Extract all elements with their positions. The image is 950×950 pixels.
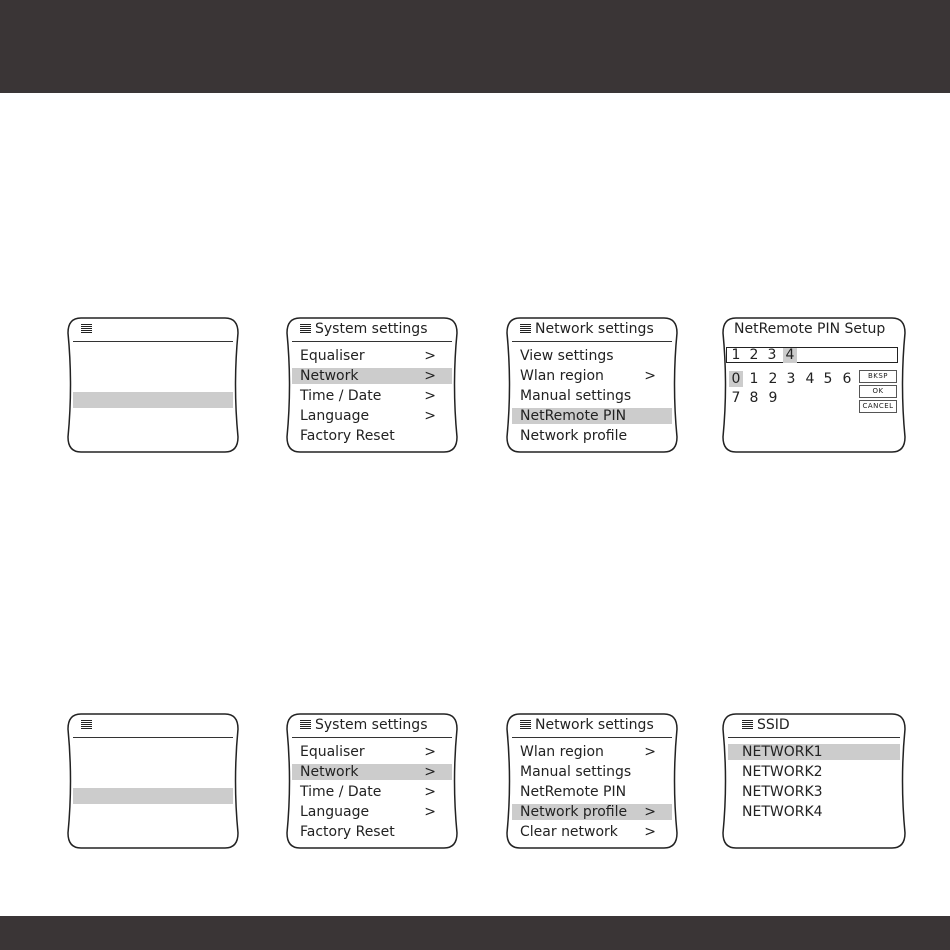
- chevron-right-icon: >: [424, 368, 436, 384]
- divider: [512, 737, 672, 738]
- screen-title: NetRemote PIN Setup: [734, 321, 886, 337]
- screen-frame: [67, 317, 239, 453]
- screen-frame: [722, 713, 906, 849]
- chevron-right-icon: >: [644, 824, 656, 840]
- ok-button[interactable]: OK: [859, 385, 897, 398]
- menu-icon: [300, 720, 311, 730]
- screen-system-settings: [286, 713, 458, 849]
- screen-title: Network settings: [520, 321, 654, 337]
- menu-item-language[interactable]: Language >: [300, 804, 436, 820]
- menu-item-factory-reset[interactable]: Factory Reset: [300, 824, 395, 840]
- chevron-right-icon: >: [644, 804, 656, 820]
- screen-title: System settings: [300, 321, 428, 337]
- menu-icon: [81, 720, 92, 730]
- divider: [512, 341, 672, 342]
- screen-title: Network settings: [520, 717, 654, 733]
- footer-bar: [0, 916, 950, 950]
- divider: [73, 737, 233, 738]
- chevron-right-icon: >: [424, 764, 436, 780]
- menu-icon: [742, 720, 753, 730]
- menu-item-network-profile[interactable]: Network profile: [520, 428, 628, 444]
- divider: [728, 737, 900, 738]
- menu-item-network-profile[interactable]: Network profile >: [512, 804, 672, 820]
- screen-title: SSID: [742, 717, 790, 733]
- digit-key[interactable]: 5: [823, 371, 833, 387]
- menu-icon: [520, 324, 531, 334]
- list-item-selected[interactable]: [73, 392, 233, 408]
- menu-item-wlan-region[interactable]: Wlan region >: [520, 368, 656, 384]
- divider: [292, 737, 452, 738]
- menu-item-netremote-pin[interactable]: NetRemote PIN: [520, 784, 627, 800]
- pin-char: 2: [749, 347, 759, 363]
- menu-icon: [81, 324, 92, 334]
- screen-title: [81, 321, 96, 337]
- menu-item-language[interactable]: Language >: [300, 408, 436, 424]
- ssid-item-network1[interactable]: NETWORK1: [728, 744, 900, 760]
- chevron-right-icon: >: [424, 388, 436, 404]
- screen-netremote-pin-setup: [722, 317, 906, 453]
- menu-item-manual-settings[interactable]: Manual settings: [520, 388, 632, 404]
- menu-item-clear-network[interactable]: Clear network >: [520, 824, 656, 840]
- ssid-item-network4[interactable]: NETWORK4: [742, 804, 823, 820]
- menu-item-wlan-region[interactable]: Wlan region >: [520, 744, 656, 760]
- pin-char: 1: [731, 347, 741, 363]
- menu-item-netremote-pin[interactable]: NetRemote PIN: [512, 408, 672, 424]
- digit-key[interactable]: 4: [805, 371, 815, 387]
- screen-title: System settings: [300, 717, 428, 733]
- digit-key[interactable]: 0: [729, 371, 743, 387]
- chevron-right-icon: >: [424, 784, 436, 800]
- chevron-right-icon: >: [424, 744, 436, 760]
- screen-frame: [67, 713, 239, 849]
- digit-key[interactable]: 3: [786, 371, 796, 387]
- chevron-right-icon: >: [644, 368, 656, 384]
- menu-item-network[interactable]: Network >: [292, 368, 452, 384]
- menu-item-view-settings[interactable]: View settings: [520, 348, 614, 364]
- menu-item-manual-settings[interactable]: Manual settings: [520, 764, 632, 780]
- divider: [73, 341, 233, 342]
- digit-key[interactable]: 2: [768, 371, 778, 387]
- divider: [292, 341, 452, 342]
- menu-icon: [300, 324, 311, 334]
- screen-main-menu: [67, 713, 239, 849]
- ssid-item-network3[interactable]: NETWORK3: [742, 784, 823, 800]
- screen-network-settings: [506, 317, 678, 453]
- backspace-button[interactable]: BKSP: [859, 370, 897, 383]
- list-item-selected[interactable]: [73, 788, 233, 804]
- digit-key[interactable]: 7: [731, 390, 741, 406]
- screen-ssid: [722, 713, 906, 849]
- digit-key[interactable]: 8: [749, 390, 759, 406]
- screen-network-settings: [506, 713, 678, 849]
- menu-item-factory-reset[interactable]: Factory Reset: [300, 428, 395, 444]
- screen-main-menu: [67, 317, 239, 453]
- screen-system-settings: [286, 317, 458, 453]
- digit-key[interactable]: 1: [749, 371, 759, 387]
- chevron-right-icon: >: [424, 348, 436, 364]
- menu-icon: [520, 720, 531, 730]
- pin-input[interactable]: [726, 347, 898, 363]
- cancel-button[interactable]: CANCEL: [859, 400, 897, 413]
- screen-title: [81, 717, 96, 733]
- pin-char-cursor: 4: [783, 348, 797, 363]
- pin-char: 3: [767, 347, 777, 363]
- digit-key[interactable]: 9: [768, 390, 778, 406]
- menu-item-equaliser[interactable]: Equaliser >: [300, 348, 436, 364]
- chevron-right-icon: >: [644, 744, 656, 760]
- chevron-right-icon: >: [424, 408, 436, 424]
- digit-key[interactable]: 6: [842, 371, 852, 387]
- menu-item-time-date[interactable]: Time / Date >: [300, 784, 436, 800]
- header-bar: [0, 0, 950, 93]
- menu-item-equaliser[interactable]: Equaliser >: [300, 744, 436, 760]
- chevron-right-icon: >: [424, 804, 436, 820]
- ssid-item-network2[interactable]: NETWORK2: [742, 764, 823, 780]
- menu-item-time-date[interactable]: Time / Date >: [300, 388, 436, 404]
- menu-item-network[interactable]: Network >: [292, 764, 452, 780]
